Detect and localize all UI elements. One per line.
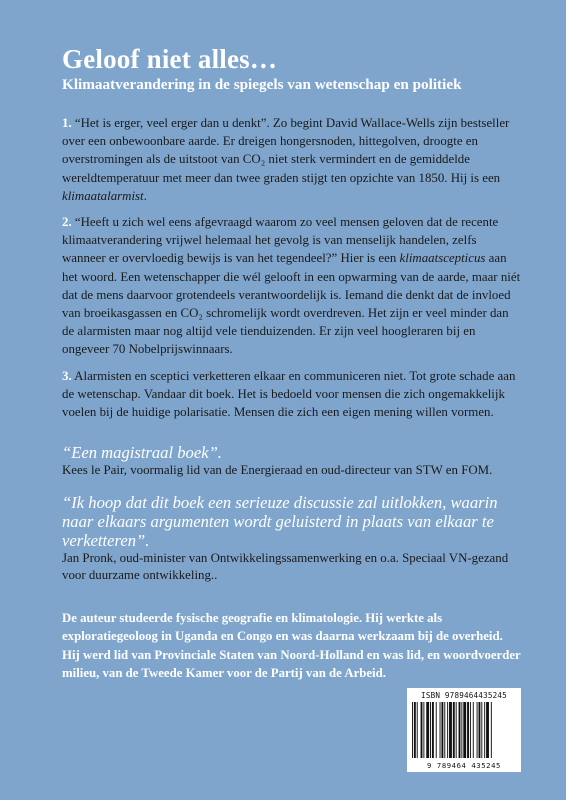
quote-2: “Ik hoop dat dit boek een serieuze discussie zal uitlokken, waarin naar elkaars argumenten wordt geluisterd in plaats van elkaar te verketteren”. — [62, 493, 498, 551]
quote-1-attribution: Kees le Pair, voormalig lid van de Energieraad en oud-directeur van STW en FOM. — [62, 463, 493, 478]
barcode-bar — [461, 702, 462, 758]
barcode-bar — [456, 702, 457, 758]
barcode-bar — [423, 702, 424, 758]
barcode-bar — [444, 702, 445, 758]
barcode-bar — [473, 702, 474, 758]
barcode-bar — [426, 702, 429, 758]
barcode-bar — [440, 702, 441, 758]
barcode-bar — [463, 702, 466, 758]
section-2 — [62, 213, 522, 359]
barcode-bar — [453, 702, 455, 758]
section-number: 3. — [62, 368, 72, 383]
barcode-bar — [430, 702, 431, 758]
barcode-bar — [441, 702, 443, 758]
barcode-bar — [467, 702, 469, 758]
barcode-bar — [470, 702, 471, 758]
barcode-bars — [411, 702, 517, 758]
book-subtitle: Klimaatverandering in de spiegels van wetenschap en politiek — [62, 76, 462, 93]
barcode-bar — [412, 702, 413, 758]
barcode-bar — [447, 702, 448, 758]
back-cover — [62, 44, 522, 682]
isbn-label: ISBN 9789464435245 — [421, 691, 507, 700]
barcode-bar — [421, 702, 423, 758]
section-text: “Het is erger, veel erger dan u denkt”. Zo begint David Wallace-Wells zijn bestseller over een onbewoonbare aarde. Er dreigen hongersnoden, hittegolven, droogte en overstromingen als de uitstoot van CO₂ niet sterk vermindert en de gemiddelde wereldtemperatuur met meer dan twee graden stijgt ten opzichte van 1850. Hij is een — [62, 116, 510, 185]
isbn-digits: 9 789464 435245 — [427, 761, 501, 770]
book-title: Geloof niet alles… — [62, 44, 278, 74]
section-1 — [62, 114, 522, 205]
section-text: Alarmisten en sceptici verketteren elkaar en communiceren niet. Tot grote schade aan de wetenschap. Vandaar dit boek. Het is bedoeld voor mensen die zich ongemakkelijk voelen bij de huidige polarisatie. Mensen die zich een eigen mening willen vormen. — [62, 368, 516, 420]
author-bio: De auteur studeerde fysische geografie en klimatologie. Hij werkte als exploratiegeoloog in Uganda en Congo en was daarna werkzaam bij de overheid. Hij werd lid van Provinciale Staten van Noord-Holland en was lid, en woordvoerder milieu, van de Tweede Kamer voor de Partij van de Arbeid. — [62, 611, 521, 680]
barcode-bar — [486, 702, 489, 758]
barcode-bar — [477, 702, 478, 758]
barcode-bar — [432, 702, 434, 758]
barcode-bar — [481, 702, 482, 758]
barcode-bar — [449, 702, 452, 758]
quote-1: “Een magistraal boek”. — [62, 443, 222, 463]
barcode-bar — [491, 702, 492, 758]
barcode-bar — [459, 702, 461, 758]
isbn-barcode — [407, 688, 521, 772]
section-3 — [62, 367, 522, 422]
barcode-bar — [417, 702, 418, 758]
quote-2-attribution: Jan Pronk, oud-minister van Ontwikkelingssamenwerking en o.a. Speciaal VN-gezand voor duurzame ontwikkeling.. — [62, 551, 509, 583]
emphasis-term: klimaatscepticus — [399, 251, 486, 266]
section-text: . — [143, 188, 147, 203]
section-number: 1. — [62, 116, 72, 130]
section-text: aan het woord. Een wetenschapper die wél gelooft in een opwarming van de aarde, maar niét dat de mens daarvoor grotendeels verantwoordelijk is. Iemand die denkt dat de invloed van broeikasgassen en CO₂ schromelijk wordt overdreven. Het zijn er veel minder dan de alarmisten maar nog altijd vele tienduizenden. Er zijn veel hoogleraren bij en ongeveer 70 Nobelprijswinnaars. — [62, 251, 521, 357]
barcode-bar — [436, 702, 437, 758]
barcode-bar — [484, 702, 485, 758]
section-text: “Heeft u zich wel eens afgevraagd waarom zo veel mensen geloven dat de recente klimaatverandering vrijwel helemaal het gevolg is van menselijk handelen, zelfs wanneer er overvloedig bewijs is van het tegendeel?” Hier is een — [62, 215, 499, 266]
barcode-bar — [479, 702, 481, 758]
barcode-bar — [414, 702, 416, 758]
section-number: 2. — [62, 215, 72, 230]
emphasis-term: klimaatalarmist — [62, 188, 144, 203]
